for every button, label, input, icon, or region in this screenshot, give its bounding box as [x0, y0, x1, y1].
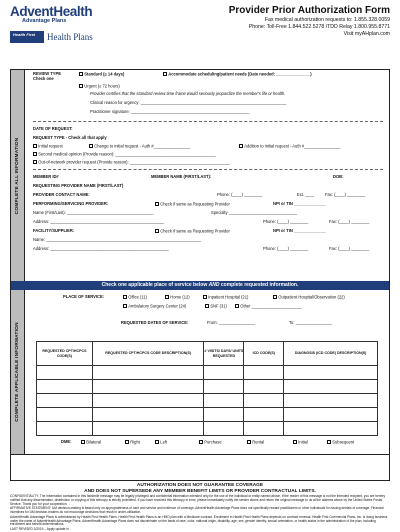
place-of-service-label: PLACE OF SERVICE:	[63, 294, 105, 299]
urgent-option[interactable]: Urgent (≤ 72 hours)	[79, 84, 120, 89]
check-one-label: Check one	[33, 76, 54, 81]
divider	[33, 121, 383, 122]
change-request-checkbox[interactable]	[89, 144, 93, 148]
table-cell[interactable]	[92, 366, 204, 380]
table-cell[interactable]	[244, 380, 284, 394]
facility-same-checkbox[interactable]	[155, 229, 159, 233]
fax-line: Fax medical authorization requests to: 1.855.328.0059	[264, 17, 390, 23]
confidentiality-text: CONFIDENTIALITY: The information contained in this facsimile message may be legally privileged and confidential information intended only for the use of the individual or entity named above. If the reader of this message is not the intended recipient, you are hereby notified that any dissemination, distribution or copying of this telecopy is strictly prohibited. If you have received this telecopy in error, please immediately notify the sender above and return the original message to us at the address above by the United States Postal Service. Thank you for your cooperation.	[10, 494, 386, 506]
member-id-field[interactable]: MEMBER ID#	[33, 174, 59, 179]
dme-left-checkbox[interactable]	[155, 440, 159, 444]
accommodate-option[interactable]: Accommodate scheduling/patient needs (Date needed: _______________)	[163, 72, 312, 77]
dme-right-checkbox[interactable]	[125, 440, 129, 444]
complete-all-label: COMPLETE ALL INFORMATION	[14, 137, 20, 214]
facility-label: FACILITY/SUPPLIER:	[33, 228, 75, 233]
table-cell[interactable]	[244, 394, 284, 408]
header	[10, 5, 390, 55]
standard-checkbox[interactable]	[79, 72, 83, 76]
contact-ext-field[interactable]: Ext. ____	[297, 192, 315, 197]
other-checkbox[interactable]	[235, 304, 239, 308]
facility-phone-field[interactable]: Phone: (____) ________	[263, 246, 309, 251]
place-of-service-banner: Check one applicable place of service below AND complete requested information.	[11, 281, 389, 290]
phone-line: Phone: Toll-Free 1.844.522.5278 /TDD Relay 1.800.955.8771	[248, 24, 390, 30]
home-checkbox[interactable]	[165, 295, 169, 299]
affirmative-statement: AFFIRMATIVE STATEMENT: UM decision-making is based only on appropriateness of care and service and evidence of coverage. AdventHealth Advantage Plans does not specifically reward practitioners or other individuals for issuing denials of coverage. Financial incentives for UM decision-makers do not encourage decisions that result in under-utilization.	[10, 506, 384, 515]
second-opinion-checkbox[interactable]	[33, 152, 37, 156]
health-plans-label: Health Plans	[47, 31, 93, 42]
requesting-provider-field[interactable]: REQUESTING PROVIDER NAME (FIRST/LAST)	[33, 183, 124, 188]
administration-text: AdventHealth Advantage Plans is administered by Health First Health Plans. Health First Health Plans is an HMO plan with a Medicare contract. Enrollment in Health First Health Plans depends on contract renewal. Health First Commercial Plans, Inc. is doing business under the name of AdventHealth Advantage Plans. AdventHealth Advantage Plans does not discriminate on the basis of race, color, national origin, disability, age, sex, gender identity, sexual orientation, or health status in the administration of the plan, including enrollment and benefit determinations.	[10, 514, 388, 527]
review-type-label: REVIEW TYPE	[33, 71, 61, 76]
inpatient-option[interactable]: Inpatient Hospital (21)	[203, 295, 248, 300]
col-icd-codes: ICD CODE(S)	[244, 342, 284, 366]
performing-fax-field[interactable]: Fax: (____) ________	[329, 219, 370, 224]
facility-address-field[interactable]: Address: ____________________________________________________	[33, 246, 169, 251]
facility-same-option[interactable]: Check if same as Requesting Provider	[155, 229, 230, 234]
dme-subsequent-option[interactable]: Subsequent	[327, 440, 354, 445]
date-to-field[interactable]: To: ________________	[289, 320, 333, 325]
services-table	[36, 341, 378, 436]
authorization-notice-2: AND DOES NOT SUPERSEDE ANY MEMBER BENEFIT LIMITS OR PROVIDER CONTRACTUAL LIMITS.	[84, 488, 316, 494]
table-row	[37, 422, 378, 436]
website-line: Visit myAHplan.com	[343, 31, 390, 37]
facility-npi-tin-field[interactable]: NPI or TIN ______________	[273, 228, 326, 233]
table-cell[interactable]	[204, 394, 244, 408]
date-of-request-field[interactable]: DATE OF REQUEST:	[33, 126, 73, 131]
col-cpt-codes: REQUESTED CPT/HCPCS CODE(S)	[37, 342, 93, 366]
table-row	[37, 394, 378, 408]
initial-request-option[interactable]: Initial request	[33, 144, 63, 149]
addition-request-checkbox[interactable]	[239, 144, 243, 148]
dob-field[interactable]: DOB:	[333, 174, 344, 179]
table-cell[interactable]	[92, 380, 204, 394]
provider-contact-field[interactable]: PROVIDER CONTACT NAME:	[33, 192, 90, 197]
complete-all-sidebar	[11, 70, 25, 281]
table-row	[37, 366, 378, 380]
table-cell[interactable]	[284, 408, 378, 422]
complete-applicable-sidebar	[11, 290, 25, 454]
requested-dates-label: REQUESTED DATES OF SERVICE:	[121, 320, 189, 325]
title-block	[229, 5, 390, 38]
divider	[33, 169, 383, 170]
dme-purchase-checkbox[interactable]	[199, 440, 203, 444]
facility-fax-field[interactable]: Fax: (____) ________	[329, 246, 370, 251]
table-cell[interactable]	[37, 408, 93, 422]
table-cell[interactable]	[204, 380, 244, 394]
table-cell[interactable]	[204, 366, 244, 380]
dme-rental-option[interactable]: Rental	[247, 440, 264, 445]
dme-initial-option[interactable]: Initial	[293, 440, 308, 445]
col-diagnosis-description: DIAGNOSIS (ICD CODE) DESCRIPTION(S)	[284, 342, 378, 366]
clinical-reason-field[interactable]: Clinical reason for urgency: ________________________________________________________________	[90, 100, 287, 105]
contact-fax-field[interactable]: Fax: (____) ________	[325, 192, 366, 197]
dme-subsequent-checkbox[interactable]	[327, 440, 331, 444]
facility-name-field[interactable]: Name: ____________________________________________________________________	[33, 237, 202, 242]
ambulatory-option[interactable]: Ambulatory Surgery Center (24)	[123, 304, 186, 309]
table-cell[interactable]	[37, 394, 93, 408]
member-name-field[interactable]: MEMBER NAME (FIRST/LAST):	[151, 174, 212, 179]
specialty-field[interactable]: Specialty ______________________________	[211, 210, 298, 215]
table-cell[interactable]	[92, 422, 204, 436]
outpatient-option[interactable]: Outpatient Hospital/Observation (22)	[273, 295, 345, 300]
table-cell[interactable]	[92, 394, 204, 408]
dme-bilateral-option[interactable]: Bilateral	[81, 440, 101, 445]
dme-label: DME:	[61, 439, 72, 444]
contact-phone-field[interactable]: Phone: (____) ________	[217, 192, 263, 197]
dme-rental-checkbox[interactable]	[247, 440, 251, 444]
practitioner-signature-field[interactable]: Practitioner signature: ____________________________________________________	[90, 109, 250, 114]
table-cell[interactable]	[244, 366, 284, 380]
urgent-note: Provider certifies that the standard review time frame would seriously jeopardize the member's life or health.	[90, 91, 286, 96]
performing-npi-tin-field[interactable]: NPI or TIN ______________	[273, 201, 326, 206]
snf-checkbox[interactable]	[205, 304, 209, 308]
performing-phone-field[interactable]: Phone: (____) ________	[263, 219, 309, 224]
out-of-network-option[interactable]: Out-of-network provider request (Provide reason): ____________________________________________	[33, 160, 230, 165]
initial-request-checkbox[interactable]	[33, 144, 37, 148]
last-revised: LAST REVISED 3/2019 – Apply update in	[10, 526, 69, 531]
inpatient-checkbox[interactable]	[203, 295, 207, 299]
table-row	[37, 408, 378, 422]
snf-option[interactable]: SNF (31)	[205, 304, 227, 309]
table-row	[37, 380, 378, 394]
dme-initial-checkbox[interactable]	[293, 440, 297, 444]
form-title: Provider Prior Authorization Form	[228, 5, 390, 16]
out-of-network-checkbox[interactable]	[33, 160, 37, 164]
same-as-requesting-option[interactable]: Check if same as Requesting Provider	[155, 202, 230, 207]
table-cell[interactable]	[37, 422, 93, 436]
request-type-label: REQUEST TYPE - Check all that apply	[33, 135, 107, 140]
change-request-option[interactable]: Change to initial request - Auth #________________	[89, 144, 190, 149]
brand-block	[10, 5, 93, 43]
same-as-requesting-checkbox[interactable]	[155, 202, 159, 206]
performing-address-field[interactable]: Address: __________________________________________________	[33, 219, 165, 224]
accommodate-checkbox[interactable]	[163, 72, 167, 76]
table-cell[interactable]	[37, 366, 93, 380]
table-cell[interactable]	[284, 422, 378, 436]
addition-request-option[interactable]: Addition to initial request - Auth #________________	[239, 144, 341, 149]
table-cell[interactable]	[204, 422, 244, 436]
home-option[interactable]: Home (12)	[165, 295, 190, 300]
table-cell[interactable]	[284, 394, 378, 408]
standard-option[interactable]: Standard (≤ 14 days)	[79, 72, 124, 77]
other-option[interactable]: Other ______________________	[235, 304, 302, 309]
footer	[10, 483, 390, 532]
table-cell[interactable]	[244, 408, 284, 422]
second-opinion-option[interactable]: Second medical opinion (Provide reason): ____________________________________________	[33, 152, 216, 157]
table-header-row	[37, 342, 378, 366]
complete-applicable-label: COMPLETE APPLICABLE INFORMATION	[14, 322, 20, 422]
col-cpt-description: REQUESTED CPT/HCPCS CODE DESCRIPTION(S)	[92, 342, 204, 366]
table-body	[37, 366, 378, 436]
divider	[11, 454, 389, 455]
urgent-checkbox[interactable]	[79, 84, 83, 88]
table-cell[interactable]	[204, 408, 244, 422]
ambulatory-checkbox[interactable]	[123, 304, 127, 308]
col-units: # VISITS/ DAYS/ UNITS REQUESTED	[204, 342, 244, 366]
health-first-logo: Health First	[10, 31, 44, 43]
dme-right-option[interactable]: Right	[125, 440, 140, 445]
dme-bilateral-checkbox[interactable]	[81, 440, 85, 444]
table-cell[interactable]	[37, 380, 93, 394]
authorization-notice-1: AUTHORIZATION DOES NOT GUARANTEE COVERAGE	[136, 483, 264, 488]
performing-name-field[interactable]: Name (First/Last): ______________________________________	[33, 210, 154, 215]
dme-purchase-option[interactable]: Purchase	[199, 440, 222, 445]
table-cell[interactable]	[92, 408, 204, 422]
office-checkbox[interactable]	[123, 295, 127, 299]
health-plans-row	[10, 31, 93, 43]
outpatient-checkbox[interactable]	[273, 295, 277, 299]
advantage-plans-label: Advantage Plans	[22, 18, 67, 24]
dme-left-option[interactable]: Left	[155, 440, 167, 445]
table-cell[interactable]	[284, 366, 378, 380]
office-option[interactable]: Office (11)	[123, 295, 147, 300]
performing-provider-label: PERFORMING/SERVICING PROVIDER:	[33, 201, 109, 206]
date-from-field[interactable]: From: ________________	[207, 320, 256, 325]
table-cell[interactable]	[244, 422, 284, 436]
adventhealth-logo: AdventHealth	[10, 4, 93, 19]
table-cell[interactable]	[284, 380, 378, 394]
